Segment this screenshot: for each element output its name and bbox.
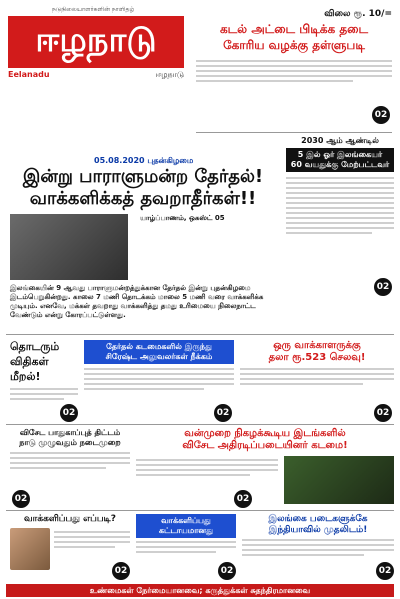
india-story: [242, 514, 394, 580]
main-lead: இலங்கையின் 9 ஆவது பாராளுமன்றத்துக்கான தேர்தல் இன்று புதன்கிழமை இடம்பெறுகின்றது. காலை 7 மணி தொடக்கம் மாலை 5 மணி வரை வாக்களிக்க முடியும். எனவே, மக்கள் தவறாது வாக்களித்து தமது உரிமையை நிலைநாட்ட வேண்டும் என்று கோரப்பட்டுள்ளது.: [10, 284, 264, 319]
main-dateline: யாழ்ப்பாணம், ஒகஸ்ட் 05: [140, 214, 225, 222]
howto-photo: [10, 528, 50, 570]
india-headline-2: இந்தியாவில் முதலிடம்!: [268, 525, 368, 535]
price-label: விலை ரூ. 10/=: [324, 9, 392, 19]
issue-date: 05.08.2020 புதன்கிழமை: [94, 156, 194, 165]
side-top-headline-3: 60 வயதுக்கு மேற்பட்டவர்: [290, 160, 390, 169]
main-headline-2: வாக்களிக்கத் தவறாதீர்கள்!!: [29, 188, 257, 209]
violence-headline-1: வன்முறை நிகழக்கூடிய இடங்களில்: [184, 428, 346, 439]
col-left-headline-3: மீறல்!: [10, 370, 41, 383]
masthead-tagline: நடுநிலையாளர்களின் நாளிதழ்: [52, 6, 135, 13]
masthead-logo-en: Eelanadu: [8, 70, 50, 79]
howto-story: [10, 514, 130, 580]
india-headline-1: இலங்கை படைகளுக்கே: [268, 514, 368, 524]
masthead-logo-sub: ஈழநாடு: [155, 70, 184, 79]
col-left-story: [10, 340, 78, 422]
col-right-page-badge[interactable]: 02: [374, 404, 392, 422]
top-story: [196, 22, 392, 130]
main-headline-1: இன்று பாராளுமன்ற தேர்தல்!: [22, 166, 264, 187]
side-top-story: [286, 136, 394, 296]
mandatory-headline-2: கட்டாயமானது: [158, 526, 214, 535]
top-story-headline-1: கடல் அட்டை பிடிக்க தடை: [219, 22, 369, 36]
col-mid-story: [84, 340, 234, 422]
col-mid-headline-1: தேர்தல் கடமைகளில் இருந்து: [106, 342, 212, 351]
howto-headline: வாக்களிப்பது எப்படி?: [24, 514, 116, 524]
col-mid-headline-2: சிரேஷ்ட அலுவலர்கள் நீக்கம்: [105, 352, 213, 361]
main-headline-block: [10, 166, 276, 210]
col-left-headline-2: விதிகள்: [10, 355, 49, 368]
side-top-headline-1: 2030 ஆம் ஆண்டில்: [301, 136, 379, 145]
side-top-page-badge[interactable]: 02: [374, 278, 392, 296]
col-mid-page-badge[interactable]: 02: [214, 404, 232, 422]
masthead-logo: [8, 16, 184, 68]
violence-page-badge[interactable]: 02: [234, 490, 252, 508]
howto-page-badge[interactable]: 02: [112, 562, 130, 580]
top-story-headline-2: கோரிய வழக்கு தள்ளுபடி: [223, 38, 365, 52]
masthead-logo-text: ஈழநாடு: [35, 20, 157, 60]
soldiers-photo: [284, 456, 394, 504]
col-right-story: [240, 340, 394, 422]
mandatory-headline-1: வாக்களிப்பது: [161, 516, 211, 525]
voting-photo: [10, 214, 128, 280]
security-story: [10, 428, 130, 508]
footer-banner: [6, 584, 394, 597]
security-headline-2: நாடு முழுவதும் நடைமுறை: [19, 438, 121, 447]
security-page-badge[interactable]: 02: [12, 490, 30, 508]
top-story-page-badge[interactable]: 02: [372, 106, 390, 124]
violence-story: [136, 428, 394, 508]
col-right-headline-2: தலா ரூ.523 செலவு!: [268, 352, 366, 363]
mandatory-story: [136, 514, 236, 580]
india-page-badge[interactable]: 02: [376, 562, 394, 580]
col-right-headline-1: ஒரு வாக்காளருக்கு: [273, 340, 361, 351]
security-headline-1: விசேட பாதுகாப்புத் திட்டம்: [19, 428, 121, 437]
col-left-headline-1: தொடரும்: [10, 340, 60, 353]
side-top-headline-2: 5 இல் ஓர் இலங்கையர்: [297, 150, 383, 159]
col-left-page-badge[interactable]: 02: [60, 404, 78, 422]
masthead: [8, 6, 184, 156]
violence-headline-2: விசேட அதிரடிப்படையினர் கடமை!: [182, 440, 348, 451]
footer-slogan: உண்மைகள் நேர்மையானவை; கருத்துக்கள் சுதந்திரமானவை: [89, 585, 311, 595]
mandatory-page-badge[interactable]: 02: [218, 562, 236, 580]
